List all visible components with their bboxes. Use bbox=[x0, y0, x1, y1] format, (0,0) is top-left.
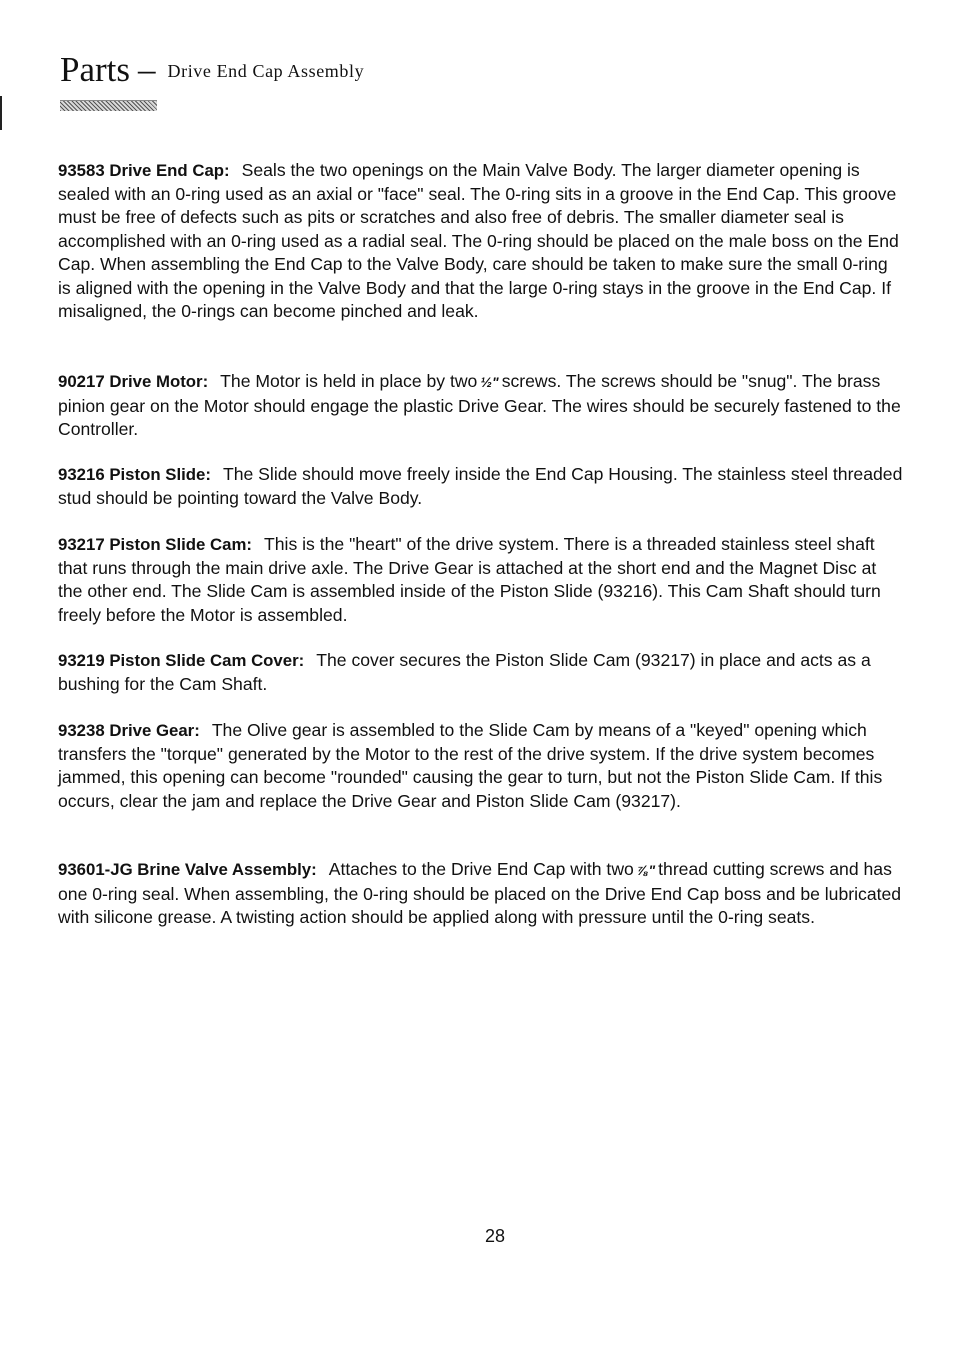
part-section-brine-valve-assembly bbox=[58, 858, 904, 930]
part-description: The Slide should move freely inside the End Cap Housing. The stainless steel threaded stud should be pointing toward the Valve Body. bbox=[58, 464, 903, 508]
part-heading: 93238 Drive Gear: bbox=[58, 721, 200, 740]
part-description-start: The Motor is held in place by two bbox=[220, 371, 478, 391]
page-number: 28 bbox=[484, 1226, 506, 1246]
title-dash: – bbox=[138, 50, 156, 89]
decorative-hatch-bar bbox=[60, 100, 157, 111]
part-section-piston-slide-cam-cover bbox=[58, 649, 904, 696]
page-header bbox=[60, 50, 364, 90]
part-section-drive-motor bbox=[58, 370, 904, 442]
part-description: The Olive gear is assembled to the Slide Cam by means of a "keyed" opening which transfers the "torque" generated by the Motor to the rest of the drive system. If the drive system becomes jammed, this opening can become "rounded" causing the gear to turn, but not the Piston Slide Cam. If this occurs, clear the jam and replace the Drive Gear and Piston Slide Cam (93217). bbox=[58, 720, 883, 811]
part-section-piston-slide-cam bbox=[58, 533, 904, 627]
part-section-piston-slide bbox=[58, 463, 904, 510]
page-subtitle: Drive End Cap Assembly bbox=[167, 61, 365, 81]
part-heading: 93217 Piston Slide Cam: bbox=[58, 535, 252, 554]
fraction-size: ⅞" bbox=[636, 862, 656, 878]
part-heading: 93216 Piston Slide: bbox=[58, 465, 211, 484]
scan-edge-mark bbox=[0, 96, 2, 130]
part-description-start: Attaches to the Drive End Cap with two bbox=[328, 859, 634, 879]
part-heading: 93583 Drive End Cap: bbox=[58, 161, 230, 180]
part-description: The cover secures the Piston Slide Cam (93217) in place and acts as a bushing for the Cam Shaft. bbox=[58, 650, 871, 694]
part-heading: 90217 Drive Motor: bbox=[58, 372, 209, 391]
fraction-size: ½" bbox=[480, 374, 499, 390]
part-description: This is the "heart" of the drive system. There is a threaded stainless steel shaft that runs through the main drive axle. The Drive Gear is attached at the short end and the Magnet Disc at the other end. The Slide Cam is assembled inside of the Piston Slide (93216). This Cam Shaft should turn freely before the Motor is assembled. bbox=[58, 534, 881, 625]
part-section-drive-gear bbox=[58, 719, 904, 813]
part-heading: 93219 Piston Slide Cam Cover: bbox=[58, 651, 305, 670]
part-heading: 93601-JG Brine Valve Assembly: bbox=[58, 860, 317, 879]
page-title: Parts bbox=[60, 50, 130, 89]
part-description-end: thread cutting screws and has one 0-ring seal. When assembling, the 0-ring should be placed on the Drive End Cap boss and be lubricated with silicone grease. A twisting action should be applied along with pressure until the 0-ring seats. bbox=[58, 859, 902, 927]
part-section-drive-end-cap bbox=[58, 159, 904, 324]
part-description: Seals the two openings on the Main Valve Body. The larger diameter opening is sealed with an 0-ring used as an axial or "face" seal. The 0-ring sits in a groove in the End Cap. This groove must be free of defects such as pits or scratches and also free of debris. The smaller diameter seal is accomplished with an 0-ring used as a radial seal. The 0-ring should be placed on the male boss on the End Cap. When assembling the End Cap to the Valve Body, care should be taken to make sure the small 0-ring is aligned with the opening in the Valve Body and that the large 0-ring stays in the groove in the End Cap. If misaligned, the 0-rings can become pinched and leak. bbox=[58, 160, 899, 321]
part-description-end: screws. The screws should be "snug". The brass pinion gear on the Motor should engage the plastic Drive Gear. The wires should be securely fastened to the Controller. bbox=[58, 371, 901, 439]
